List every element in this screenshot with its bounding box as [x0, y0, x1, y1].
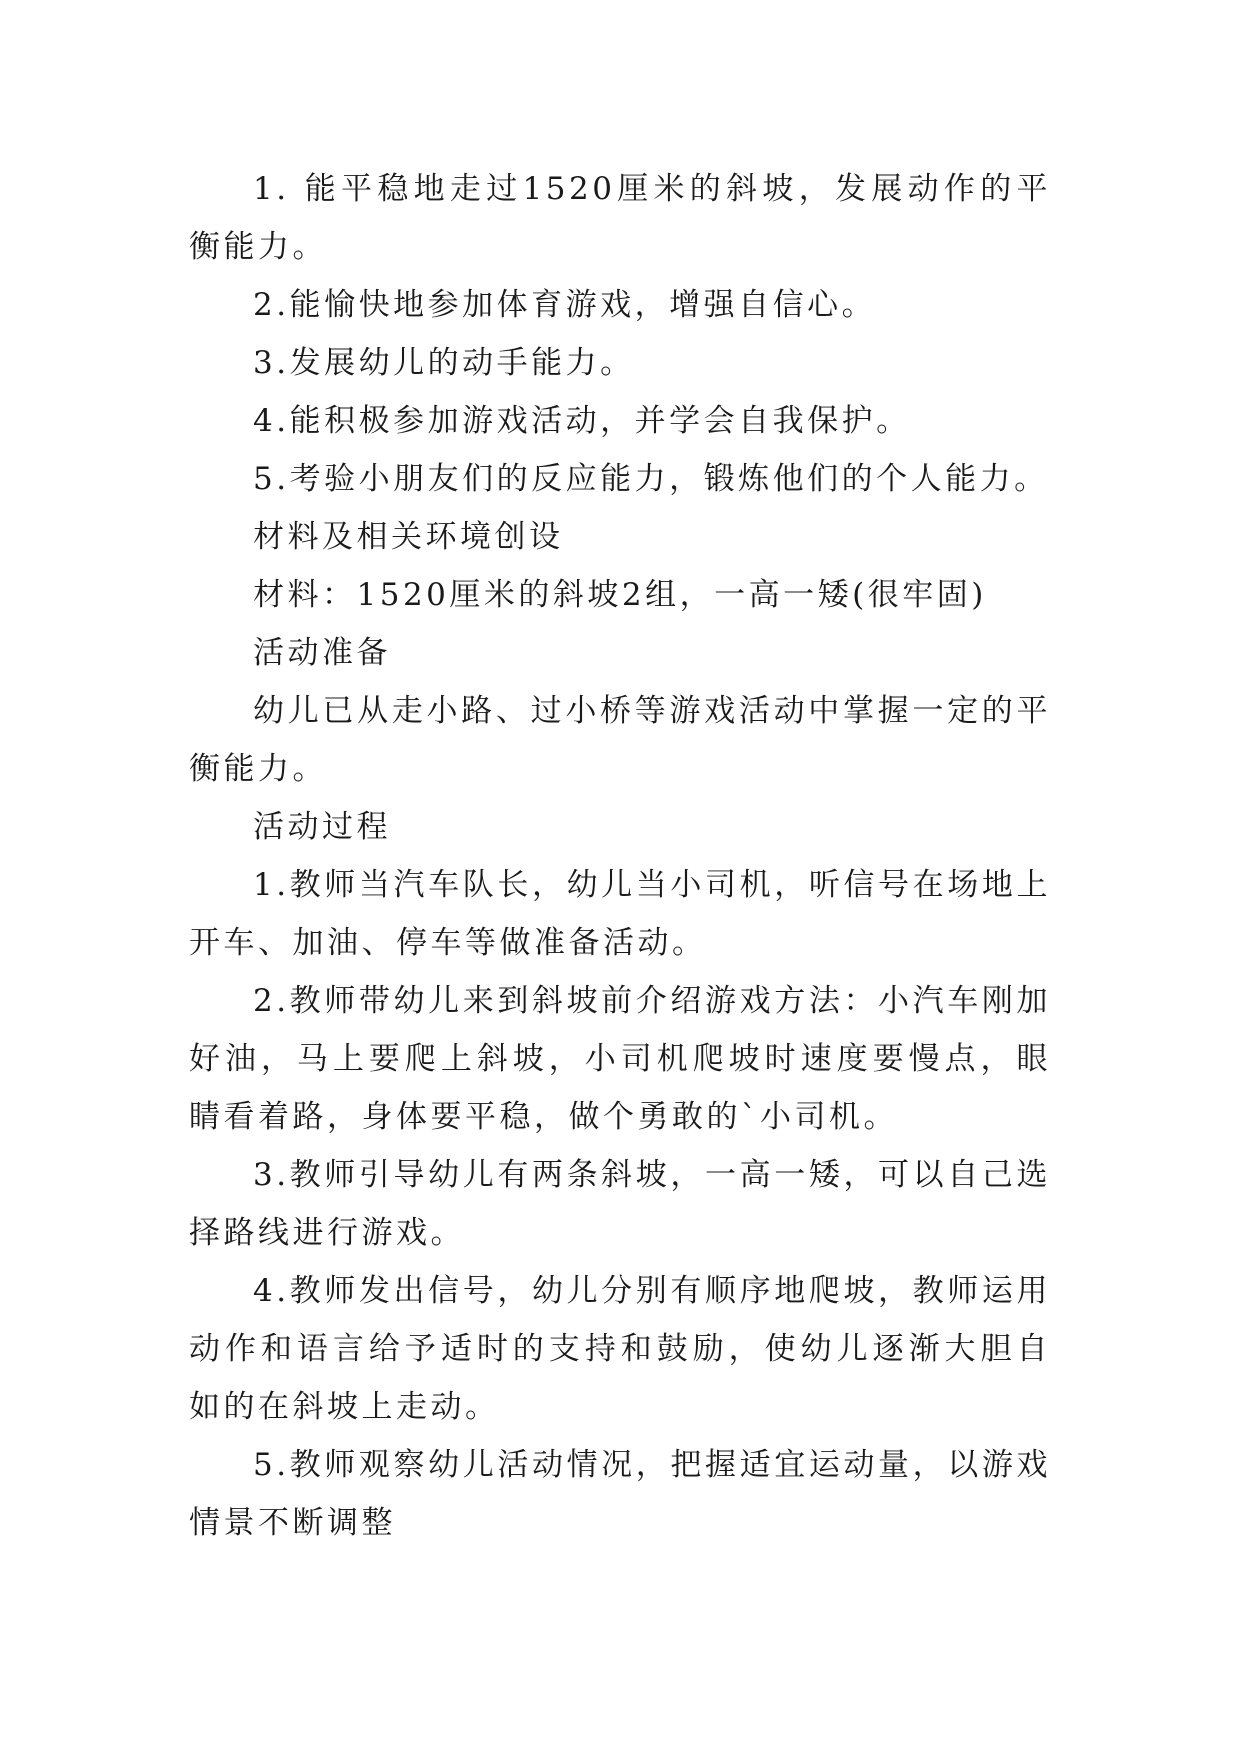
preparation-text: 幼儿已从走小路、过小桥等游戏活动中掌握一定的平衡能力。: [189, 693, 1051, 787]
process-step-1: 1.教师当汽车队长，幼儿当小司机，听信号在场地上开车、加油、停车等做准备活动。: [189, 867, 1051, 961]
process-step-3: 3.教师引导幼儿有两条斜坡，一高一矮，可以自己选择路线进行游戏。: [189, 1157, 1051, 1251]
document-body: [189, 160, 1051, 1552]
objective-3: 3.发展幼儿的动手能力。: [253, 345, 635, 381]
materials-heading: 材料及相关环境创设: [253, 519, 564, 555]
objective-1: 1. 能平稳地走过1520厘米的斜坡，发展动作的平衡能力。: [189, 171, 1051, 265]
process-step-2: 2.教师带幼儿来到斜坡前介绍游戏方法：小汽车刚加好油，马上要爬上斜坡，小司机爬坡时速度要慢点，眼睛看着路，身体要平稳，做个勇敢的`小司机。: [189, 983, 1051, 1135]
objective-5: 5.考验小朋友们的反应能力，锻炼他们的个人能力。: [253, 461, 1049, 497]
process-heading: 活动过程: [253, 809, 391, 845]
objective-4: 4.能积极参加游戏活动，并学会自我保护。: [253, 403, 911, 439]
preparation-heading: 活动准备: [253, 635, 391, 671]
process-step-4: 4.教师发出信号，幼儿分别有顺序地爬坡，教师运用动作和语言给予适时的支持和鼓励，使幼儿逐渐大胆自如的在斜坡上走动。: [189, 1273, 1051, 1425]
objective-2: 2.能愉快地参加体育游戏，增强自信心。: [253, 287, 877, 323]
process-step-5: 5.教师观察幼儿活动情况，把握适宜运动量，以游戏情景不断调整: [189, 1447, 1051, 1541]
materials-text: 材料：1520厘米的斜坡2组，一高一矮(很牢固): [253, 577, 987, 613]
